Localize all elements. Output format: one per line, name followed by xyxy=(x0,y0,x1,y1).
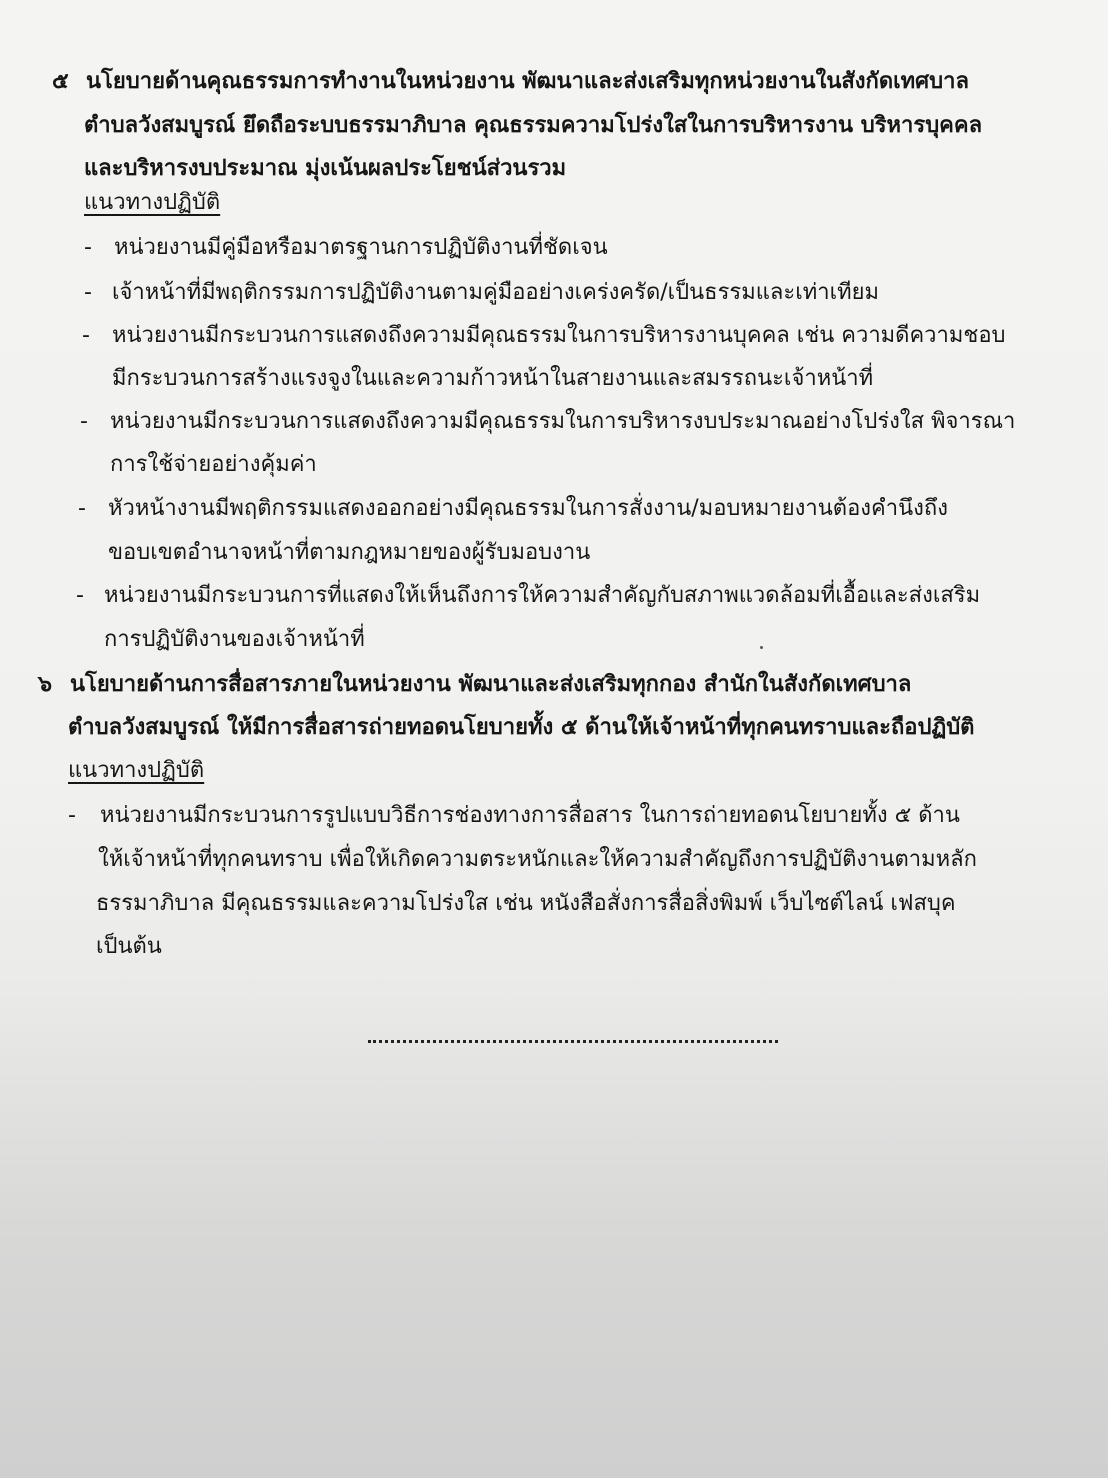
guideline-heading: แนวทางปฏิบัติ xyxy=(68,758,205,783)
end-dotted-line xyxy=(368,1040,778,1043)
bullet-text-line: เป็นต้น xyxy=(96,934,162,959)
section-text-line: นโยบายด้านการสื่อสารภายในหน่วยงาน พัฒนาและส่งเสริมทุกกอง สำนักในสังกัดเทศบาล xyxy=(70,672,912,697)
bullet-dash: - xyxy=(82,323,90,348)
section-text-line: นโยบายด้านคุณธรรมการทำงานในหน่วยงาน พัฒนาและส่งเสริมทุกหน่วยงานในสังกัดเทศบาล xyxy=(86,69,969,94)
bullet-text-line: หน่วยงานมีกระบวนการที่แสดงให้เห็นถึงการให้ความสำคัญกับสภาพแวดล้อมที่เอื้อและส่งเสริม xyxy=(104,583,981,608)
bullet-text-line: มีกระบวนการสร้างแรงจูงในและความก้าวหน้าในสายงานและสมรรถนะเจ้าหน้าที่ xyxy=(112,366,874,391)
bullet-text-line: เจ้าหน้าที่มีพฤติกรรมการปฏิบัติงานตามคู่มืออย่างเคร่งครัด/เป็นธรรมและเท่าเทียม xyxy=(112,280,879,305)
bullet-dash: - xyxy=(78,496,86,521)
bullet-text-line: หน่วยงานมีคู่มือหรือมาตรฐานการปฏิบัติงานที่ชัดเจน xyxy=(114,235,608,260)
bullet-dash: - xyxy=(68,803,76,828)
ink-speck xyxy=(760,646,763,649)
section-number: ๖ xyxy=(38,672,52,697)
bullet-text-line: การปฏิบัติงานของเจ้าหน้าที่ xyxy=(104,627,365,652)
bullet-dash: - xyxy=(84,280,92,305)
bullet-text-line: ขอบเขตอำนาจหน้าที่ตามกฎหมายของผู้รับมอบงาน xyxy=(108,540,591,565)
bullet-dash: - xyxy=(80,409,88,434)
bullet-text-line: ธรรมาภิบาล มีคุณธรรมและความโปร่งใส เช่น หนังสือสั่งการสื่อสิ่งพิมพ์ เว็บไซต์ไลน์ เฟสบุค xyxy=(96,891,956,916)
bullet-text-line: หน่วยงานมีกระบวนการแสดงถึงความมีคุณธรรมในการบริหารงบประมาณอย่างโปร่งใส พิจารณา xyxy=(110,409,1016,434)
section-number: ๕ xyxy=(52,69,69,94)
section-text-line: ตำบลวังสมบูรณ์ ยึดถือระบบธรรมาภิบาล คุณธรรมความโปร่งใสในการบริหารงาน บริหารบุคคล xyxy=(84,113,983,138)
bullet-text-line: หน่วยงานมีกระบวนการรูปแบบวิธีการช่องทางการสื่อสาร ในการถ่ายทอดนโยบายทั้ง ๕ ด้าน xyxy=(100,803,960,828)
bullet-text-line: หน่วยงานมีกระบวนการแสดงถึงความมีคุณธรรมในการบริหารงานบุคคล เช่น ความดีความชอบ xyxy=(112,323,1006,348)
bullet-dash: - xyxy=(84,235,92,260)
bullet-dash: - xyxy=(76,583,84,608)
bullet-text-line: การใช้จ่ายอย่างคุ้มค่า xyxy=(110,452,317,477)
section-text-line: และบริหารงบประมาณ มุ่งเน้นผลประโยชน์ส่วนรวม xyxy=(84,156,567,181)
bullet-text-line: หัวหน้างานมีพฤติกรรมแสดงออกอย่างมีคุณธรรมในการสั่งงาน/มอบหมายงานต้องคำนึงถึง xyxy=(108,496,948,521)
guideline-heading: แนวทางปฏิบัติ xyxy=(84,190,221,215)
section-text-line: ตำบลวังสมบูรณ์ ให้มีการสื่อสารถ่ายทอดนโยบายทั้ง ๕ ด้านให้เจ้าหน้าที่ทุกคนทราบและถือปฏิบัติ xyxy=(68,715,975,740)
bullet-text-line: ให้เจ้าหน้าที่ทุกคนทราบ เพื่อให้เกิดความตระหนักและให้ความสำคัญถึงการปฏิบัติงานตามหลัก xyxy=(98,847,977,872)
